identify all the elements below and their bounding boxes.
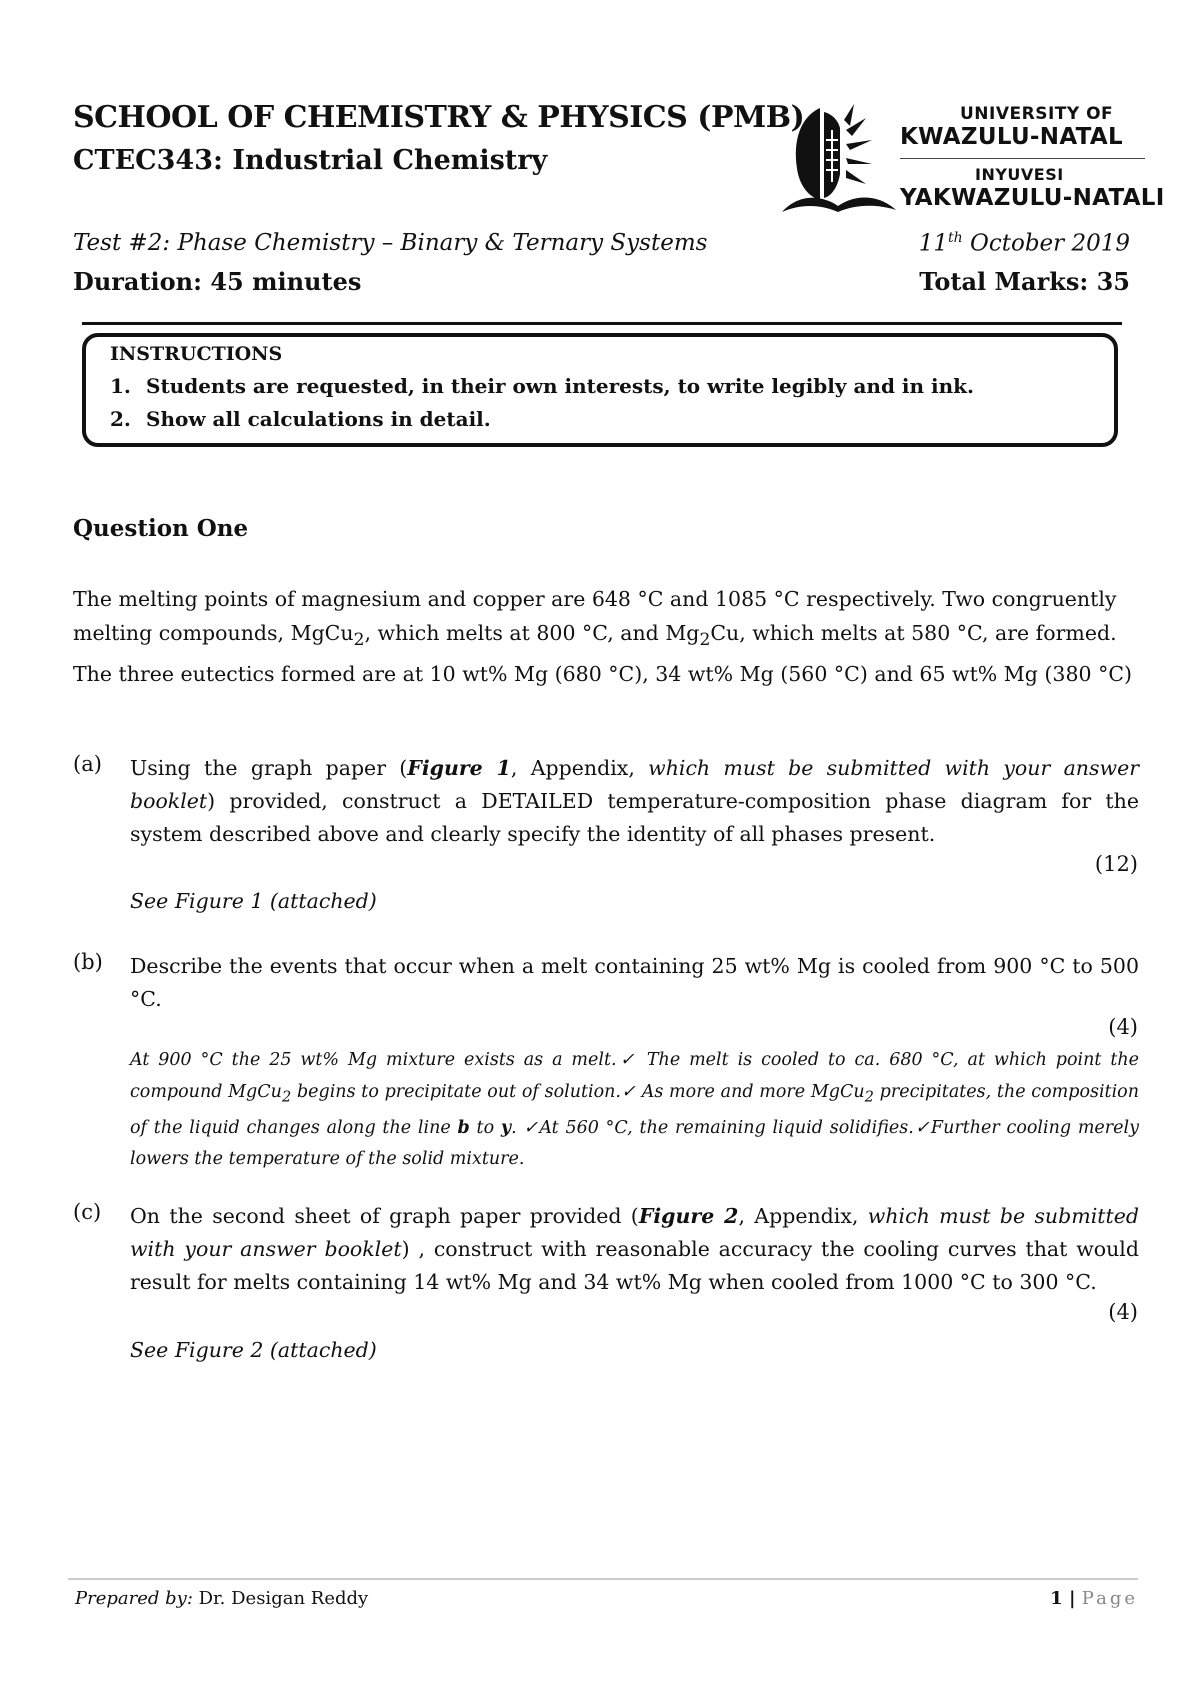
tick-icon: ✓ xyxy=(620,1081,636,1102)
footer-prepared-by xyxy=(75,1588,368,1609)
part-a-label: (a) xyxy=(73,752,102,776)
school-title: SCHOOL OF CHEMISTRY & PHYSICS (PMB) xyxy=(73,100,805,135)
part-b-text: Describe the events that occur when a melt containing 25 wt% Mg is cooled from 900 °C to 500 °C. xyxy=(130,954,1139,1011)
part-a-text: Using the graph paper (Figure 1, Appendix, which must be submitted with your answer booklet) provided, construct a DETAILED temperature-composition phase diagram for the system described above and clearly specify the identity of all phases present. xyxy=(130,756,1139,846)
instruction-item xyxy=(110,374,974,398)
part-c-label: (c) xyxy=(73,1200,102,1224)
university-name-line4: YAKWAZULU-NATALI xyxy=(900,185,1165,211)
author-name: Dr. Desigan Reddy xyxy=(192,1588,369,1609)
tick-icon: ✓ xyxy=(913,1117,931,1138)
date-rest: October 2019 xyxy=(962,230,1130,257)
tick-icon: ✓ xyxy=(523,1117,540,1138)
subscript: 2 xyxy=(699,630,711,651)
footer-divider xyxy=(68,1578,1138,1580)
total-marks: Total Marks: 35 xyxy=(919,267,1130,296)
part-b-answer: At 900 °C the 25 wt% Mg mixture exists as a melt.✓ The melt is cooled to ca. 680 °C, at which point the compound MgCu$_2$ begins to precipitate out of solution.✓ As more and more MgCu$_2$ precipitates, the composition of the liquid changes along the line b to y. ✓At 560 °C, the remaining liquid solidifies.✓Further cooling merely lowers the temperature of the solid mixture. xyxy=(130,1050,1139,1169)
intro-text: The melting points of magnesium and copper are 648 °C and 1085 °C respectively. Two congruently melting compounds, MgCu xyxy=(73,587,1117,645)
date-day: 11 xyxy=(918,230,949,257)
question-title: Question One xyxy=(73,515,249,542)
figure-ref: Figure 1 xyxy=(407,756,511,780)
instruction-number: 2. xyxy=(110,407,131,431)
part-a-marks: (12) xyxy=(1094,852,1138,876)
footer-page-number: 1 | Page xyxy=(1050,1588,1138,1609)
page-word: Page xyxy=(1081,1588,1138,1609)
part-c-answer: See Figure 2 (attached) xyxy=(130,1338,377,1362)
tick-icon: ✓ xyxy=(616,1050,638,1070)
subscript: 2 xyxy=(353,630,365,651)
prepared-label: Prepared by: xyxy=(75,1588,193,1609)
header-divider xyxy=(82,322,1122,325)
instruction-text: Students are requested, in their own interests, to write legibly and in ink. xyxy=(146,374,974,398)
university-name-line1: UNIVERSITY OF xyxy=(960,104,1114,124)
university-name-line2: KWAZULU-NATAL xyxy=(900,124,1123,150)
logo-divider xyxy=(900,158,1145,159)
part-b-marks: (4) xyxy=(1108,1015,1138,1039)
date-suffix: th xyxy=(948,230,963,246)
course-title: CTEC343: Industrial Chemistry xyxy=(73,145,548,176)
duration: Duration: 45 minutes xyxy=(73,267,362,296)
test-date xyxy=(919,230,1130,257)
university-logo xyxy=(780,100,900,215)
instruction-item xyxy=(110,407,491,431)
test-title: Test #2: Phase Chemistry – Binary & Ternary Systems xyxy=(73,230,708,256)
part-a-answer: See Figure 1 (attached) xyxy=(130,889,377,913)
page-number: 1 xyxy=(1050,1588,1063,1609)
instruction-text: Show all calculations in detail. xyxy=(146,407,491,431)
part-c-marks: (4) xyxy=(1108,1300,1138,1324)
university-name-line3: INYUVESI xyxy=(975,165,1064,184)
part-b-label: (b) xyxy=(73,950,103,974)
question-intro xyxy=(73,582,1139,691)
intro-text: , which melts at 800 °C, and Mg xyxy=(364,621,700,645)
instruction-number: 1. xyxy=(110,374,131,398)
intro-text: Cu, which melts at 580 °C, are formed. The three eutectics formed are at 10 wt% Mg (680 °C), 34 wt% Mg (560 °C) and 65 wt% Mg (380 °C) xyxy=(73,621,1133,687)
instructions-title: INSTRUCTIONS xyxy=(110,343,283,365)
part-c-text: On the second sheet of graph paper provided (Figure 2, Appendix, which must be submitted with your answer booklet) , construct with reasonable accuracy the cooling curves that would result for melts containing 14 wt% Mg and 34 wt% Mg when cooled from 1000 °C to 300 °C. xyxy=(130,1204,1139,1294)
figure-ref: Figure 2 xyxy=(638,1204,739,1228)
